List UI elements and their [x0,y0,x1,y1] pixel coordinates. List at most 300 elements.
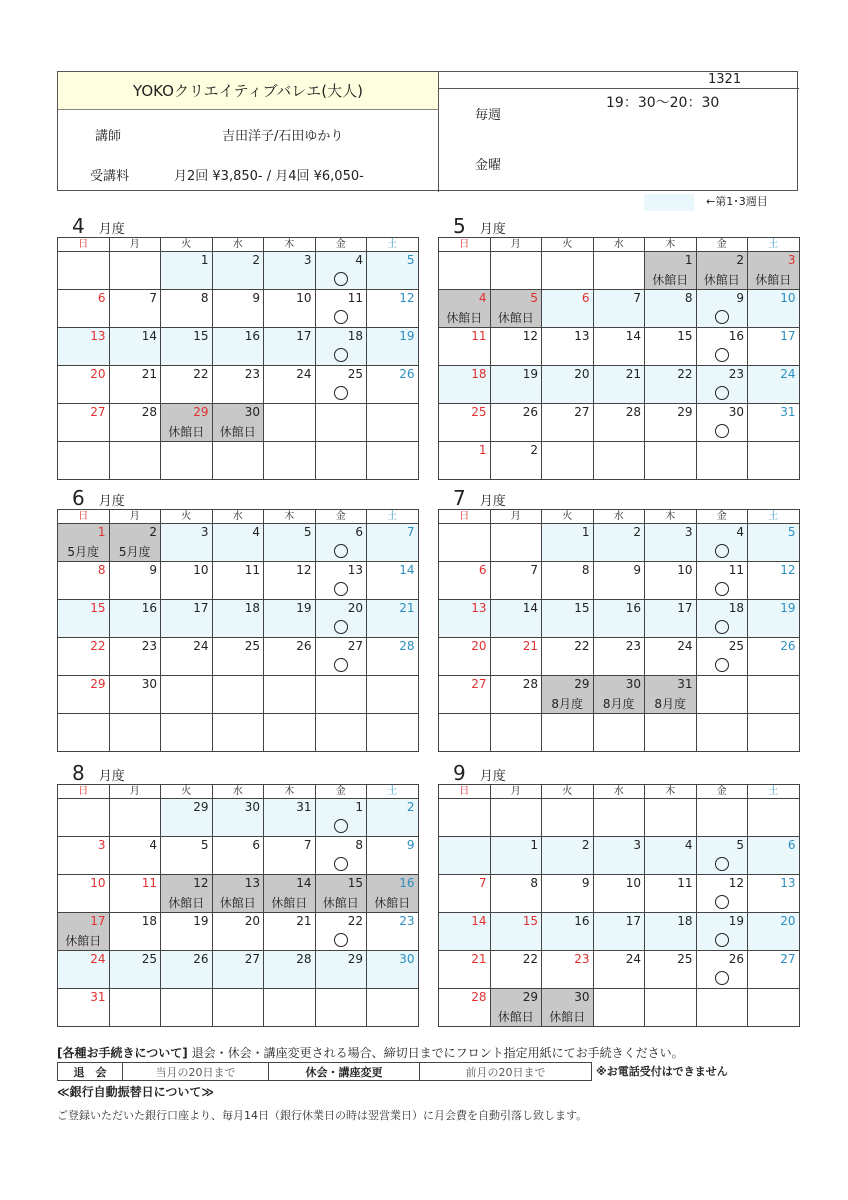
day-cell [439,562,491,600]
day-number: 15 [90,601,106,615]
day-cell [439,676,491,714]
day-number: 11 [471,329,487,343]
day-number: 21 [471,952,487,966]
day-cell [490,404,542,442]
day-number: 29 [193,800,209,814]
day-number: 10 [193,563,209,577]
day-cell [748,913,800,951]
day-cell [58,328,110,366]
day-number: 17 [296,329,312,343]
day-cell [490,366,542,404]
day-number: 3 [787,253,796,267]
day-note: 休館日 [703,273,740,287]
day-number: 9 [633,563,641,577]
weekday-header: 木 [645,785,697,799]
bank-title: ≪銀行自動振替日について≫ [57,1085,214,1099]
day-number: 25 [677,952,693,966]
day-number: 29 [193,405,209,419]
day-number: 17 [90,914,106,928]
day-cell [367,442,419,480]
day-number: 12 [522,329,538,343]
day-note: 休館日 [65,934,102,948]
day-cell [542,290,594,328]
weekday-header: 日 [439,510,491,524]
calendar-week [58,989,419,1027]
day-cell [696,676,748,714]
class-day-marker-icon [334,658,348,672]
day-number: 1 [478,443,487,457]
month-title [72,214,125,238]
day-cell [367,404,419,442]
day-number: 26 [296,639,312,653]
day-cell [593,638,645,676]
day-number: 11 [728,563,744,577]
weekday-header: 木 [645,238,697,252]
day-number: 19 [193,914,209,928]
day-number: 9 [581,876,590,890]
day-cell [315,366,367,404]
day-number: 9 [252,291,260,305]
day-cell [748,366,800,404]
day-number: 27 [471,677,487,691]
day-cell [696,562,748,600]
day-number: 19 [296,601,312,615]
weekday-header: 月 [490,510,542,524]
day-cell [212,714,264,752]
fee-value: 月2回 ¥3,850- / 月4回 ¥6,050- [174,169,364,184]
day-note: 休館日 [219,896,256,910]
day-cell [109,989,161,1027]
day-cell [490,638,542,676]
weekday-header: 月 [109,510,161,524]
day-cell [696,638,748,676]
day-cell [696,989,748,1027]
day-cell [212,252,264,290]
calendar-week [439,837,800,875]
day-cell [367,562,419,600]
day-cell [645,366,697,404]
day-cell [109,366,161,404]
day-number: 6 [581,291,590,305]
day-cell [109,252,161,290]
day-number: 26 [193,952,209,966]
class-day-marker-icon [715,895,729,909]
day-note: 休館日 [219,425,256,439]
course-header [57,71,798,191]
day-number: 7 [303,838,312,852]
day-number: 28 [399,639,415,653]
day-cell [490,524,542,562]
day-cell [490,913,542,951]
day-number: 14 [141,329,157,343]
day-cell [367,524,419,562]
day-cell [748,638,800,676]
day-number: 22 [193,367,209,381]
calendar-week [58,676,419,714]
day-cell [161,951,213,989]
calendar-week [439,714,800,752]
calendar-week [439,600,800,638]
day-number: 30 [574,990,590,1004]
day-cell [645,989,697,1027]
day-number: 20 [574,367,590,381]
day-number: 25 [244,639,260,653]
class-day-marker-icon [334,348,348,362]
day-number: 26 [522,405,538,419]
day-cell [439,366,491,404]
day-number: 28 [625,405,641,419]
day-number: 11 [677,876,693,890]
day-number: 15 [574,601,590,615]
calendar-week [58,366,419,404]
day-cell [315,913,367,951]
day-cell [367,714,419,752]
day-cell [542,989,594,1027]
day-cell [593,837,645,875]
day-cell [696,524,748,562]
day-number: 8 [355,838,363,852]
day-cell [490,799,542,837]
day-cell [439,638,491,676]
day-number: 28 [471,990,487,1004]
day-cell [58,524,110,562]
day-cell [109,290,161,328]
month-calendar [57,509,419,752]
class-time: 19：30〜20：30 [606,95,720,111]
day-cell [58,366,110,404]
day-note: 休館日 [652,273,689,287]
day-cell [490,989,542,1027]
class-day-marker-icon [715,857,729,871]
day-number: 21 [141,367,157,381]
day-number: 8 [97,563,106,577]
day-note: 休館日 [755,273,792,287]
day-note: 8月度 [654,697,687,711]
course-title: YOKOクリエイティブバレエ(大人) [58,72,439,110]
day-cell [593,524,645,562]
day-number: 12 [193,876,209,890]
day-cell [645,875,697,913]
day-cell [367,252,419,290]
month-title [453,761,506,785]
fee-label: 受講料 [90,169,130,184]
legend-swatch [644,194,694,211]
day-number: 5 [303,525,312,539]
day-number: 18 [471,367,487,381]
month-title [72,486,125,510]
day-cell [542,562,594,600]
day-number: 26 [780,639,796,653]
day-number: 6 [252,838,260,852]
day-number: 30 [244,800,260,814]
day-cell [439,252,491,290]
month-calendar [57,237,419,480]
month-suffix: 月度 [479,494,506,509]
day-cell [212,638,264,676]
day-cell [367,676,419,714]
class-day-marker-icon [334,620,348,634]
weekday-header: 日 [439,238,491,252]
day-note: 休館日 [271,896,308,910]
day-cell [212,875,264,913]
weekday-header: 火 [161,238,213,252]
day-note: 5月度 [67,545,100,559]
month-number: 7 [453,486,466,510]
day-cell [490,252,542,290]
day-cell [161,562,213,600]
day-cell [109,714,161,752]
day-cell [212,404,264,442]
day-cell [490,562,542,600]
day-cell [315,252,367,290]
day-number: 8 [200,291,209,305]
calendar-week [439,951,800,989]
weekday-header: 火 [542,238,594,252]
day-number: 30 [625,677,641,691]
day-number: 16 [625,601,641,615]
day-cell [109,524,161,562]
day-cell [748,524,800,562]
class-day-marker-icon [334,272,348,286]
calendar-week [439,404,800,442]
day-number: 15 [347,876,363,890]
day-number: 24 [625,952,641,966]
day-cell [645,290,697,328]
day-number: 14 [471,914,487,928]
day-number: 18 [347,329,363,343]
day-number: 12 [728,876,744,890]
day-cell [161,638,213,676]
day-number: 18 [728,601,744,615]
day-cell [593,989,645,1027]
day-cell [212,799,264,837]
day-number: 31 [677,677,693,691]
day-number: 4 [684,838,693,852]
calendar-week [439,638,800,676]
month-calendar [438,784,800,1027]
day-cell [748,290,800,328]
day-cell [490,837,542,875]
day-number: 10 [625,876,641,890]
deadline-table [57,1062,592,1081]
day-cell [58,875,110,913]
day-number: 22 [90,639,106,653]
day-number: 31 [296,800,312,814]
day-number: 4 [478,291,487,305]
day-cell [439,799,491,837]
day-number: 2 [581,838,590,852]
month-title [453,486,506,510]
day-cell [161,442,213,480]
day-cell [439,442,491,480]
day-number: 5 [200,838,209,852]
day-cell [367,600,419,638]
day-cell [58,404,110,442]
day-number: 29 [522,990,538,1004]
day-cell [315,290,367,328]
day-cell [542,600,594,638]
day-cell [439,714,491,752]
day-number: 28 [296,952,312,966]
day-cell [315,989,367,1027]
calendar-week [58,252,419,290]
calendar-week [439,328,800,366]
day-cell [58,913,110,951]
day-cell [264,799,316,837]
day-note: 休館日 [374,896,411,910]
day-cell [696,404,748,442]
day-number: 1 [97,525,106,539]
weekday-header: 日 [439,785,491,799]
day-number: 14 [625,329,641,343]
day-note: 8月度 [602,697,635,711]
day-cell [58,442,110,480]
day-note: 休館日 [497,311,534,325]
day-cell [593,562,645,600]
day-note: 休館日 [549,1010,586,1024]
day-cell [645,328,697,366]
day-number: 10 [90,876,106,890]
day-number: 22 [522,952,538,966]
day-note: 休館日 [168,425,205,439]
calendar-week [58,328,419,366]
day-cell [109,875,161,913]
day-cell [58,951,110,989]
day-cell [593,799,645,837]
class-day-marker-icon [715,386,729,400]
day-cell [58,600,110,638]
day-cell [542,638,594,676]
procedures-notice [57,1044,684,1061]
calendar-week [439,252,800,290]
day-cell [264,951,316,989]
day-cell [542,676,594,714]
day-number: 9 [406,838,415,852]
day-number: 11 [141,876,157,890]
day-cell [58,290,110,328]
day-number: 27 [574,405,590,419]
day-number: 2 [406,800,415,814]
day-cell [212,913,264,951]
day-cell [109,600,161,638]
weekday-header: 木 [264,238,316,252]
day-cell [645,638,697,676]
day-number: 4 [736,525,744,539]
calendar-week [439,913,800,951]
day-number: 2 [252,253,260,267]
class-day-marker-icon [334,386,348,400]
day-number: 27 [90,405,106,419]
weekday-header: 金 [315,785,367,799]
class-day-marker-icon [334,582,348,596]
weekday-header: 月 [109,785,161,799]
month-number: 4 [72,214,85,238]
day-number: 5 [736,838,744,852]
day-number: 13 [574,329,590,343]
day-number: 23 [399,914,415,928]
weekday-header: 水 [212,510,264,524]
day-cell [490,328,542,366]
weekday-header: 月 [490,785,542,799]
day-number: 14 [399,563,415,577]
day-cell [696,837,748,875]
day-number: 15 [193,329,209,343]
calendar-week [58,951,419,989]
day-number: 15 [677,329,693,343]
header-divider [439,88,799,89]
course-details [58,110,439,192]
day-number: 3 [303,253,312,267]
day-cell [645,837,697,875]
day-number: 12 [399,291,415,305]
day-number: 20 [780,914,796,928]
day-cell [212,328,264,366]
day-cell [58,562,110,600]
class-day-marker-icon [715,348,729,362]
month-number: 9 [453,761,466,785]
day-cell [212,442,264,480]
day-cell [315,442,367,480]
day-cell [264,290,316,328]
day-cell [748,989,800,1027]
day-number: 2 [736,253,744,267]
day-cell [58,714,110,752]
day-number: 4 [149,838,157,852]
class-day-marker-icon [715,933,729,947]
day-cell [161,837,213,875]
day-number: 5 [787,525,796,539]
day-cell [58,989,110,1027]
day-cell [645,524,697,562]
month-calendar [438,509,800,752]
day-cell [161,600,213,638]
calendar-week [58,875,419,913]
month-title [72,761,125,785]
weekday-header: 水 [212,238,264,252]
day-number: 22 [677,367,693,381]
day-number: 21 [399,601,415,615]
day-cell [645,442,697,480]
day-cell [161,404,213,442]
day-number: 20 [244,914,260,928]
day-number: 29 [677,405,693,419]
day-cell [748,562,800,600]
day-number: 23 [728,367,744,381]
day-number: 12 [780,563,796,577]
calendar-week [58,442,419,480]
instructor-names: 吉田洋子/石田ゆかり [222,129,344,144]
day-cell [315,837,367,875]
day-cell [748,676,800,714]
day-cell [264,989,316,1027]
day-cell [109,442,161,480]
day-number: 20 [90,367,106,381]
day-number: 4 [252,525,260,539]
class-weekday: 金曜 [475,158,502,173]
weekday-header: 金 [315,238,367,252]
course-code: 1321 [708,72,742,87]
day-cell [264,913,316,951]
day-cell [439,951,491,989]
day-cell [490,714,542,752]
day-cell [439,837,491,875]
day-number: 28 [522,677,538,691]
change-label: 休会・講座変更 [269,1063,420,1081]
day-cell [542,951,594,989]
day-cell [212,524,264,562]
month-suffix: 月度 [479,222,506,237]
weekday-header: 水 [593,785,645,799]
